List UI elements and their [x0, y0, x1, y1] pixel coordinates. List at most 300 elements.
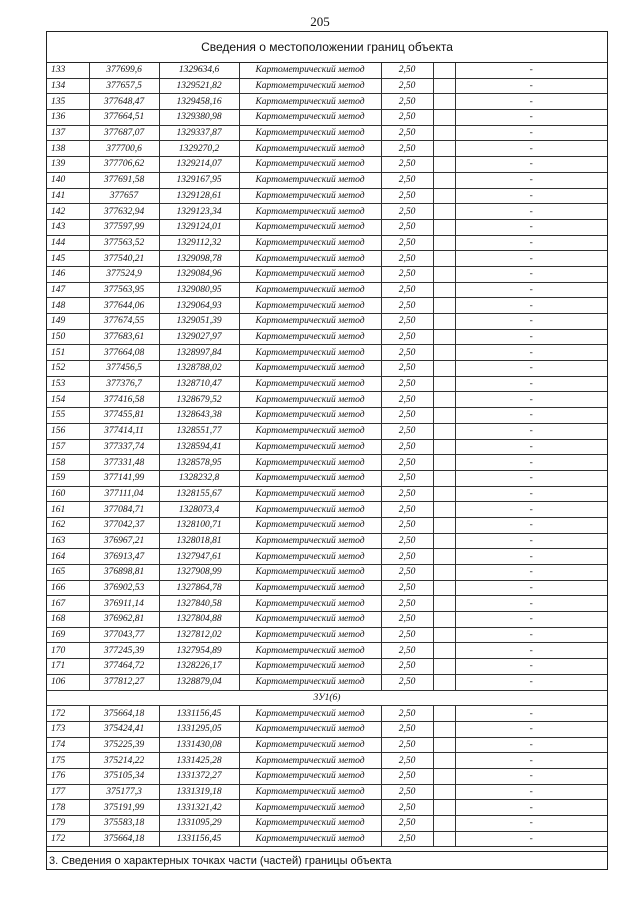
point-number: 145 — [47, 251, 89, 267]
table-row — [47, 753, 607, 769]
y-coordinate: 1329051,39 — [159, 314, 239, 330]
method: Картометрический метод — [239, 157, 381, 173]
empty-cell — [433, 517, 455, 533]
table-row — [47, 235, 607, 251]
empty-cell — [433, 78, 455, 94]
point-number: 156 — [47, 423, 89, 439]
x-coordinate: 375105,34 — [89, 768, 159, 784]
y-coordinate: 1328578,95 — [159, 455, 239, 471]
method: Картометрический метод — [239, 721, 381, 737]
table-row — [47, 188, 607, 204]
accuracy: 2,50 — [381, 408, 433, 424]
empty-cell — [433, 612, 455, 628]
y-coordinate: 1329098,78 — [159, 251, 239, 267]
x-coordinate: 376962,81 — [89, 612, 159, 628]
point-number: 144 — [47, 235, 89, 251]
boundary-sheet — [46, 31, 608, 870]
method: Картометрический метод — [239, 486, 381, 502]
empty-cell — [433, 376, 455, 392]
description: - — [455, 612, 607, 628]
method: Картометрический метод — [239, 282, 381, 298]
point-number: 138 — [47, 141, 89, 157]
table-row — [47, 627, 607, 643]
point-number: 173 — [47, 721, 89, 737]
x-coordinate: 377141,99 — [89, 470, 159, 486]
table-row — [47, 63, 607, 78]
accuracy: 2,50 — [381, 721, 433, 737]
point-number: 106 — [47, 674, 89, 690]
empty-cell — [433, 565, 455, 581]
point-number: 141 — [47, 188, 89, 204]
table-row — [47, 329, 607, 345]
empty-cell — [433, 251, 455, 267]
method: Картометрический метод — [239, 753, 381, 769]
coordinates-table — [47, 63, 607, 847]
x-coordinate: 377657 — [89, 188, 159, 204]
x-coordinate: 375664,18 — [89, 706, 159, 722]
method: Картометрический метод — [239, 800, 381, 816]
description: - — [455, 455, 607, 471]
x-coordinate: 375177,3 — [89, 784, 159, 800]
table-row — [47, 408, 607, 424]
method: Картометрический метод — [239, 392, 381, 408]
table-row — [47, 439, 607, 455]
description: - — [455, 533, 607, 549]
table-row — [47, 314, 607, 330]
point-number: 136 — [47, 110, 89, 126]
table-row — [47, 298, 607, 314]
y-coordinate: 1328155,67 — [159, 486, 239, 502]
x-coordinate: 377699,6 — [89, 63, 159, 78]
table-row — [47, 376, 607, 392]
point-number: 143 — [47, 219, 89, 235]
point-number: 166 — [47, 580, 89, 596]
empty-cell — [433, 141, 455, 157]
x-coordinate: 377683,61 — [89, 329, 159, 345]
y-coordinate: 1327840,58 — [159, 596, 239, 612]
point-number: 174 — [47, 737, 89, 753]
table-row — [47, 125, 607, 141]
empty-cell — [433, 816, 455, 832]
description: - — [455, 721, 607, 737]
x-coordinate: 377632,94 — [89, 204, 159, 220]
table-row — [47, 768, 607, 784]
method: Картометрический метод — [239, 376, 381, 392]
coordinates-table-body — [47, 63, 607, 847]
empty-cell — [433, 627, 455, 643]
y-coordinate: 1328018,81 — [159, 533, 239, 549]
description: - — [455, 627, 607, 643]
y-coordinate: 1327947,61 — [159, 549, 239, 565]
accuracy: 2,50 — [381, 314, 433, 330]
table-row — [47, 549, 607, 565]
point-number: 147 — [47, 282, 89, 298]
method: Картометрический метод — [239, 266, 381, 282]
x-coordinate: 377455,81 — [89, 408, 159, 424]
accuracy: 2,50 — [381, 251, 433, 267]
method: Картометрический метод — [239, 251, 381, 267]
y-coordinate: 1327954,89 — [159, 643, 239, 659]
method: Картометрический метод — [239, 706, 381, 722]
x-coordinate: 377524,9 — [89, 266, 159, 282]
accuracy: 2,50 — [381, 282, 433, 298]
table-row — [47, 94, 607, 110]
empty-cell — [433, 831, 455, 847]
point-number: 133 — [47, 63, 89, 78]
y-coordinate: 1328997,84 — [159, 345, 239, 361]
x-coordinate: 375191,99 — [89, 800, 159, 816]
description: - — [455, 314, 607, 330]
table-row — [47, 502, 607, 518]
y-coordinate: 1328226,17 — [159, 659, 239, 675]
point-number: 179 — [47, 816, 89, 832]
x-coordinate: 377414,11 — [89, 423, 159, 439]
description: - — [455, 392, 607, 408]
description: - — [455, 423, 607, 439]
description: - — [455, 298, 607, 314]
table-row — [47, 706, 607, 722]
x-coordinate: 377597,99 — [89, 219, 159, 235]
table-row — [47, 565, 607, 581]
description: - — [455, 816, 607, 832]
method: Картометрический метод — [239, 831, 381, 847]
empty-cell — [433, 470, 455, 486]
method: Картометрический метод — [239, 455, 381, 471]
accuracy: 2,50 — [381, 612, 433, 628]
point-number: 162 — [47, 517, 89, 533]
x-coordinate: 376913,47 — [89, 549, 159, 565]
point-number: 139 — [47, 157, 89, 173]
accuracy: 2,50 — [381, 63, 433, 78]
y-coordinate: 1328232,8 — [159, 470, 239, 486]
description: - — [455, 235, 607, 251]
method: Картометрический метод — [239, 125, 381, 141]
y-coordinate: 1328788,02 — [159, 361, 239, 377]
x-coordinate: 376902,53 — [89, 580, 159, 596]
description: - — [455, 361, 607, 377]
section-3-heading: 3. Сведения о характерных точках части (частей) границы объекта — [47, 851, 607, 869]
description: - — [455, 125, 607, 141]
empty-cell — [433, 768, 455, 784]
accuracy: 2,50 — [381, 157, 433, 173]
table-row — [47, 831, 607, 847]
accuracy: 2,50 — [381, 141, 433, 157]
method: Картометрический метод — [239, 533, 381, 549]
x-coordinate: 377464,72 — [89, 659, 159, 675]
x-coordinate: 377706,62 — [89, 157, 159, 173]
empty-cell — [433, 533, 455, 549]
point-number: 171 — [47, 659, 89, 675]
accuracy: 2,50 — [381, 298, 433, 314]
empty-cell — [433, 737, 455, 753]
method: Картометрический метод — [239, 361, 381, 377]
x-coordinate: 377337,74 — [89, 439, 159, 455]
accuracy: 2,50 — [381, 627, 433, 643]
table-row — [47, 345, 607, 361]
accuracy: 2,50 — [381, 580, 433, 596]
table-row — [47, 643, 607, 659]
description: - — [455, 439, 607, 455]
accuracy: 2,50 — [381, 565, 433, 581]
y-coordinate: 1329084,96 — [159, 266, 239, 282]
empty-cell — [433, 63, 455, 78]
description: - — [455, 94, 607, 110]
accuracy: 2,50 — [381, 94, 433, 110]
table-row — [47, 266, 607, 282]
point-number: 177 — [47, 784, 89, 800]
method: Картометрический метод — [239, 580, 381, 596]
y-coordinate: 1329521,82 — [159, 78, 239, 94]
empty-cell — [433, 596, 455, 612]
description: - — [455, 768, 607, 784]
point-number: 137 — [47, 125, 89, 141]
accuracy: 2,50 — [381, 470, 433, 486]
description: - — [455, 345, 607, 361]
method: Картометрический метод — [239, 172, 381, 188]
y-coordinate: 1331319,18 — [159, 784, 239, 800]
point-number: 169 — [47, 627, 89, 643]
point-number: 172 — [47, 831, 89, 847]
description: - — [455, 659, 607, 675]
x-coordinate: 377042,37 — [89, 517, 159, 533]
description: - — [455, 408, 607, 424]
page-number: 205 — [310, 14, 330, 29]
y-coordinate: 1331430,08 — [159, 737, 239, 753]
y-coordinate: 1329123,34 — [159, 204, 239, 220]
table-row — [47, 674, 607, 690]
table-row — [47, 455, 607, 471]
accuracy: 2,50 — [381, 502, 433, 518]
x-coordinate: 377812,27 — [89, 674, 159, 690]
description: - — [455, 549, 607, 565]
description: - — [455, 800, 607, 816]
y-coordinate: 1329270,2 — [159, 141, 239, 157]
x-coordinate: 375225,39 — [89, 737, 159, 753]
empty-cell — [433, 439, 455, 455]
description: - — [455, 596, 607, 612]
contour-label: 3У1(6) — [47, 690, 607, 706]
y-coordinate: 1328643,38 — [159, 408, 239, 424]
empty-cell — [433, 502, 455, 518]
accuracy: 2,50 — [381, 219, 433, 235]
method: Картометрический метод — [239, 423, 381, 439]
y-coordinate: 1331372,27 — [159, 768, 239, 784]
table-row — [47, 737, 607, 753]
empty-cell — [433, 204, 455, 220]
accuracy: 2,50 — [381, 235, 433, 251]
accuracy: 2,50 — [381, 361, 433, 377]
method: Картометрический метод — [239, 643, 381, 659]
method: Картометрический метод — [239, 314, 381, 330]
description: - — [455, 674, 607, 690]
x-coordinate: 376911,14 — [89, 596, 159, 612]
empty-cell — [433, 110, 455, 126]
empty-cell — [433, 800, 455, 816]
empty-cell — [433, 408, 455, 424]
empty-cell — [433, 188, 455, 204]
table-row — [47, 141, 607, 157]
empty-cell — [433, 549, 455, 565]
point-number: 154 — [47, 392, 89, 408]
empty-cell — [433, 125, 455, 141]
method: Картометрический метод — [239, 110, 381, 126]
table-row — [47, 517, 607, 533]
method: Картометрический метод — [239, 502, 381, 518]
method: Картометрический метод — [239, 549, 381, 565]
description: - — [455, 141, 607, 157]
x-coordinate: 377416,58 — [89, 392, 159, 408]
point-number: 161 — [47, 502, 89, 518]
point-number: 167 — [47, 596, 89, 612]
method: Картометрический метод — [239, 659, 381, 675]
x-coordinate: 377664,08 — [89, 345, 159, 361]
table-row — [47, 533, 607, 549]
point-number: 140 — [47, 172, 89, 188]
accuracy: 2,50 — [381, 768, 433, 784]
x-coordinate: 377687,07 — [89, 125, 159, 141]
description: - — [455, 266, 607, 282]
x-coordinate: 377043,77 — [89, 627, 159, 643]
y-coordinate: 1329027,97 — [159, 329, 239, 345]
x-coordinate: 377245,39 — [89, 643, 159, 659]
table-row — [47, 423, 607, 439]
description: - — [455, 329, 607, 345]
empty-cell — [433, 455, 455, 471]
empty-cell — [433, 329, 455, 345]
accuracy: 2,50 — [381, 643, 433, 659]
description: - — [455, 63, 607, 78]
x-coordinate: 377657,5 — [89, 78, 159, 94]
accuracy: 2,50 — [381, 78, 433, 94]
point-number: 168 — [47, 612, 89, 628]
table-row — [47, 361, 607, 377]
table-row — [47, 784, 607, 800]
method: Картометрический метод — [239, 219, 381, 235]
y-coordinate: 1329080,95 — [159, 282, 239, 298]
method: Картометрический метод — [239, 188, 381, 204]
description: - — [455, 517, 607, 533]
method: Картометрический метод — [239, 204, 381, 220]
x-coordinate: 377111,04 — [89, 486, 159, 502]
description: - — [455, 831, 607, 847]
description: - — [455, 737, 607, 753]
description: - — [455, 251, 607, 267]
accuracy: 2,50 — [381, 659, 433, 675]
x-coordinate: 377691,58 — [89, 172, 159, 188]
table-row — [47, 659, 607, 675]
x-coordinate: 377648,47 — [89, 94, 159, 110]
point-number: 164 — [47, 549, 89, 565]
y-coordinate: 1327864,78 — [159, 580, 239, 596]
point-number: 134 — [47, 78, 89, 94]
method: Картометрический метод — [239, 439, 381, 455]
x-coordinate: 376898,81 — [89, 565, 159, 581]
method: Картометрический метод — [239, 674, 381, 690]
empty-cell — [433, 314, 455, 330]
x-coordinate: 377376,7 — [89, 376, 159, 392]
accuracy: 2,50 — [381, 345, 433, 361]
point-number: 172 — [47, 706, 89, 722]
y-coordinate: 1329064,93 — [159, 298, 239, 314]
empty-cell — [433, 298, 455, 314]
description: - — [455, 784, 607, 800]
description: - — [455, 78, 607, 94]
accuracy: 2,50 — [381, 706, 433, 722]
table-row — [47, 110, 607, 126]
description: - — [455, 282, 607, 298]
accuracy: 2,50 — [381, 188, 433, 204]
accuracy: 2,50 — [381, 329, 433, 345]
point-number: 158 — [47, 455, 89, 471]
x-coordinate: 377084,71 — [89, 502, 159, 518]
point-number: 157 — [47, 439, 89, 455]
accuracy: 2,50 — [381, 816, 433, 832]
accuracy: 2,50 — [381, 376, 433, 392]
x-coordinate: 377563,95 — [89, 282, 159, 298]
accuracy: 2,50 — [381, 392, 433, 408]
method: Картометрический метод — [239, 737, 381, 753]
empty-cell — [433, 423, 455, 439]
description: - — [455, 580, 607, 596]
y-coordinate: 1331321,42 — [159, 800, 239, 816]
table-row — [47, 282, 607, 298]
table-row — [47, 157, 607, 173]
point-number: 160 — [47, 486, 89, 502]
y-coordinate: 1329634,6 — [159, 63, 239, 78]
y-coordinate: 1328073,4 — [159, 502, 239, 518]
method: Картометрический метод — [239, 329, 381, 345]
table-row — [47, 580, 607, 596]
accuracy: 2,50 — [381, 831, 433, 847]
method: Картометрический метод — [239, 784, 381, 800]
accuracy: 2,50 — [381, 423, 433, 439]
method: Картометрический метод — [239, 141, 381, 157]
y-coordinate: 1328100,71 — [159, 517, 239, 533]
method: Картометрический метод — [239, 235, 381, 251]
method: Картометрический метод — [239, 78, 381, 94]
y-coordinate: 1331295,05 — [159, 721, 239, 737]
x-coordinate: 376967,21 — [89, 533, 159, 549]
point-number: 155 — [47, 408, 89, 424]
empty-cell — [433, 266, 455, 282]
accuracy: 2,50 — [381, 172, 433, 188]
table-row — [47, 219, 607, 235]
empty-cell — [433, 392, 455, 408]
method: Картометрический метод — [239, 565, 381, 581]
y-coordinate: 1331425,28 — [159, 753, 239, 769]
point-number: 151 — [47, 345, 89, 361]
x-coordinate: 377540,21 — [89, 251, 159, 267]
description: - — [455, 172, 607, 188]
y-coordinate: 1329128,61 — [159, 188, 239, 204]
method: Картометрический метод — [239, 345, 381, 361]
accuracy: 2,50 — [381, 110, 433, 126]
table-row — [47, 721, 607, 737]
point-number: 150 — [47, 329, 89, 345]
point-number: 176 — [47, 768, 89, 784]
point-number: 149 — [47, 314, 89, 330]
method: Картометрический метод — [239, 298, 381, 314]
accuracy: 2,50 — [381, 486, 433, 502]
x-coordinate: 377664,51 — [89, 110, 159, 126]
table-row — [47, 596, 607, 612]
empty-cell — [433, 643, 455, 659]
accuracy: 2,50 — [381, 266, 433, 282]
point-number: 165 — [47, 565, 89, 581]
description: - — [455, 376, 607, 392]
empty-cell — [433, 345, 455, 361]
empty-cell — [433, 659, 455, 675]
